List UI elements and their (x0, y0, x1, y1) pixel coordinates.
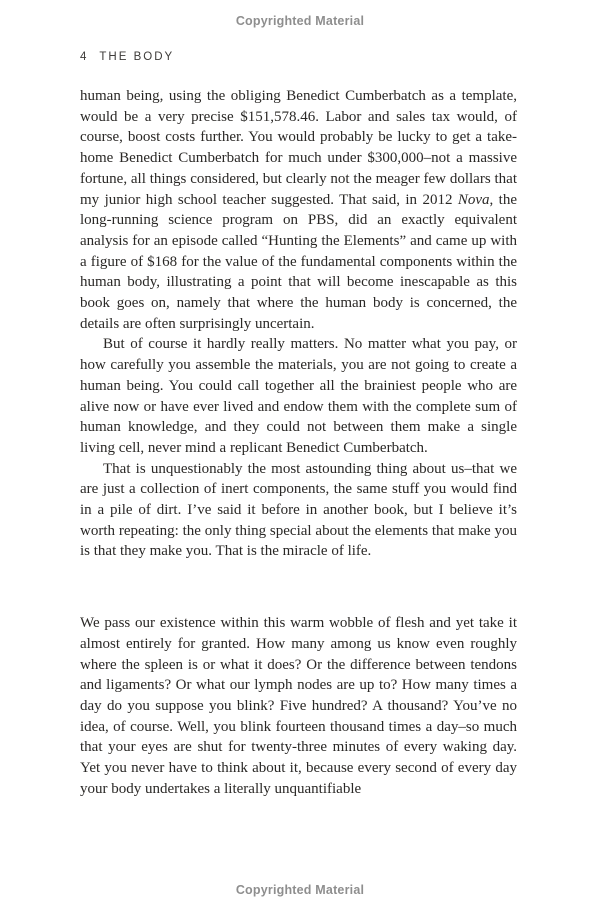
paragraph-2: But of course it hardly really matters. No matter what you pay, or how carefully you assemble the materials, you are not going to create a human being. You could call together all the brainiest people who are alive now or have ever lived and endow them with the complete sum of human knowledge, and they could not between them make a single living cell, never mind a replicant Benedict Cumberbatch. (80, 336, 517, 456)
page-number: 4 (80, 51, 89, 63)
running-head-title: THE BODY (99, 51, 175, 63)
paragraph-4-new-section: We pass our existence within this warm wobble of flesh and yet take it almost entirely for granted. How many among us know even roughly where the spleen is or what it does? Or the difference between tendons and ligaments? Or what our lymph nodes are up to? How many times a day do you suppose you blink? Five hundred? A thousand? You’ve no idea, of course. Well, you blink fourteen thousand times a day–so much that your eyes are shut for twenty-three minutes of every waking day. Yet you never have to think about it, because every second of every day your body undertakes a literally unquantifiable (80, 615, 517, 797)
body-text-block (80, 86, 517, 800)
paragraph-1-text-before-italic: human being, using the obliging Benedict Cumberbatch as a template, would be a very precise $151,578.46. Labor and sales tax would, of course, boost costs further. You would probably be lucky to get a take-home Benedict Cumberbatch for much under $300,000–not a massive fortune, all things considered, but clearly not the meager few dollars that my junior high school teacher suggested. That said, in 2012 (80, 88, 517, 208)
running-header (80, 51, 174, 63)
copyright-watermark-bottom: Copyrighted Material (235, 883, 365, 897)
copyright-watermark-top: Copyrighted Material (235, 14, 365, 28)
paragraph-1-text-after-italic: , the long-running science program on PBS, did an exactly equivalent analysis for an episode called “Hunting the Elements” and came up with a figure of $168 for the value of the fundamental components within the human body, illustrating a point that will become inescapable as this book goes on, namely that where the human body is concerned, the details are often surprisingly uncertain. (80, 191, 518, 332)
paragraph-1-italic-title: Nova (457, 191, 490, 208)
paragraph-3: That is unquestionably the most astounding thing about us–that we are just a collection of inert components, the same stuff you would find in a pile of dirt. I’ve said it before in another book, but I believe it’s worth repeating: the only thing special about the elements that make you is that they make you. That is the miracle of life. (80, 460, 517, 560)
paragraph-continuation (80, 86, 517, 334)
